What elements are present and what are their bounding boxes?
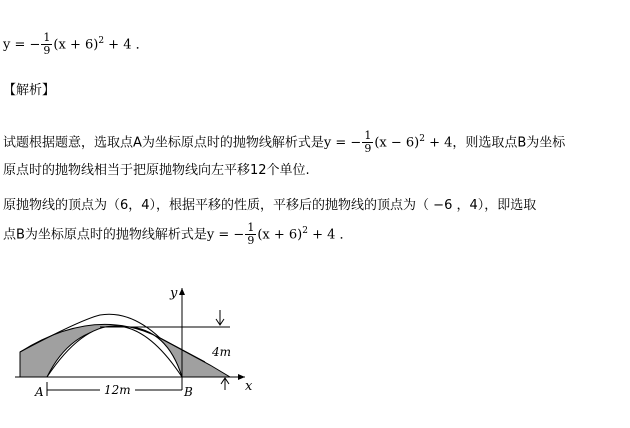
answer-frac-num: 1	[43, 31, 51, 45]
label-x: x	[245, 379, 253, 394]
x-axis-arrow	[238, 374, 245, 380]
p1-eq-exp: 2	[419, 134, 425, 144]
arch-diagram	[0, 280, 270, 410]
p1-text-before: 试题根据题意，选取点A为坐标原点时的抛物线解析式是	[3, 135, 324, 151]
label-B: B	[184, 385, 193, 399]
p2-frac-den: 9	[247, 234, 255, 248]
answer-eq-lhs: y = −	[3, 37, 41, 53]
answer-eq-tail: + 4 ．	[104, 37, 149, 53]
label-width: 12m	[104, 383, 131, 397]
p2-fraction	[245, 222, 256, 247]
paragraph2-line2	[3, 222, 353, 247]
answer-eq-rhs: (x + 6)	[53, 37, 99, 53]
p2-eq-lhs: y = −	[206, 227, 245, 243]
answer-frac-den: 9	[43, 44, 51, 58]
analysis-heading: 【解析】	[3, 83, 56, 98]
p2-frac-num: 1	[247, 221, 255, 235]
p1-eq-rhs: (x − 6)	[374, 135, 420, 151]
p2-eq-exp: 2	[302, 226, 308, 236]
paragraph2-line1: 原抛物线的顶点为（6，4），根据平移的性质，平移后的抛物线的顶点为（ −6 ，4），即选取	[3, 198, 537, 213]
p2-text-before: 点B为坐标原点时的抛物线解析式是	[3, 227, 207, 243]
p1-frac-num: 1	[364, 129, 372, 143]
p2-eq-tail: + 4 ．	[307, 227, 353, 243]
y-axis-arrow	[179, 288, 185, 295]
label-height: 4m	[212, 345, 232, 359]
label-y: y	[170, 286, 178, 301]
answer-eq-exp: 2	[98, 36, 105, 46]
p1-fraction	[362, 130, 373, 155]
answer-equation	[3, 32, 149, 57]
paragraph1-line2: 原点时的抛物线相当于把原抛物线向左平移12个单位.	[3, 163, 310, 178]
paragraph1-line1	[3, 130, 565, 155]
p1-eq-lhs: y = −	[323, 135, 362, 151]
p1-text-after: ，则选取点B为坐标	[452, 135, 566, 151]
label-A: A	[35, 385, 44, 399]
p2-eq-rhs: (x + 6)	[257, 227, 303, 243]
p1-frac-den: 9	[364, 142, 372, 156]
answer-fraction	[41, 32, 52, 57]
p1-eq-tail: + 4	[424, 135, 453, 151]
